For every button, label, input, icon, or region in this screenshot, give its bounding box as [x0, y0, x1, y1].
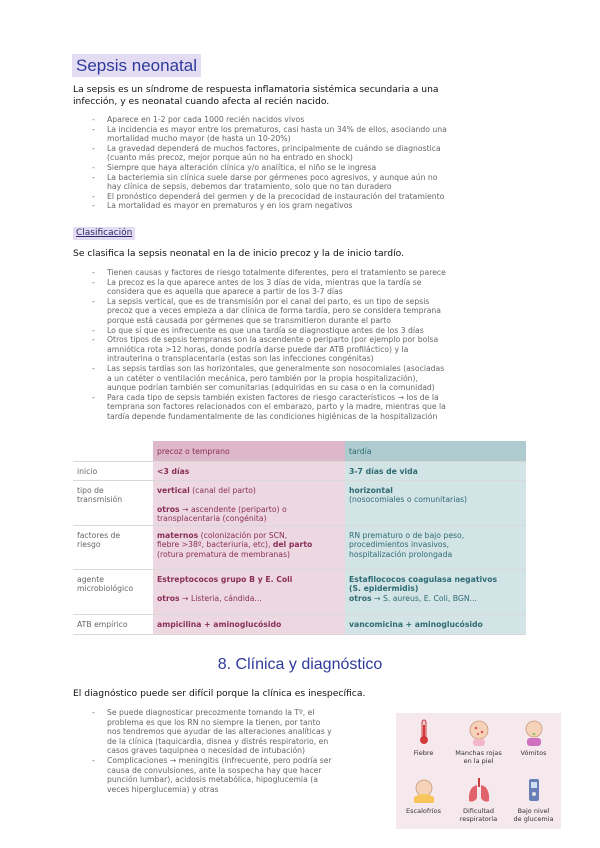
cell-line	[349, 550, 522, 560]
baby-vomit-icon	[519, 717, 549, 747]
symptom-label: de glucemia	[513, 815, 554, 823]
bullet-line: - Siempre que haya alteración clínica y/o analítica, el niño se le ingresa	[107, 162, 377, 172]
bullet-line: (cuanto más precoz, mejor porque aún no ha entrado en shock)	[107, 153, 353, 163]
classification-table	[73, 441, 526, 635]
table-cell-tardia	[345, 569, 526, 614]
symptom-vomiting	[506, 717, 561, 757]
cell-text: vertical	[157, 485, 190, 495]
cell-text: (S. epidermidis)	[349, 584, 419, 594]
cell-text: (colonización por SCN,	[198, 530, 288, 540]
thermometer-icon	[409, 717, 439, 747]
bullet-line: aunque podrían también ser comunitarias (adquiridas en su casa o en la comunidad)	[107, 383, 435, 393]
symptom-label: Dificultad	[462, 807, 495, 815]
cell-line	[157, 584, 341, 594]
bullet-list-general	[92, 115, 447, 211]
bullet-item	[92, 163, 447, 173]
bullet-line: - Se puede diagnosticar precozmente tomando la Tº, el	[107, 708, 315, 717]
table-cell-precoz	[153, 569, 345, 614]
symptom-label: Manchas rojas	[455, 749, 502, 757]
bullet-line: - Las sepsis tardías son las horizontales, que generalmente son nosocomiales (asociadas	[107, 363, 445, 373]
diagnosis-intro: El diagnóstico puede ser difícil porque la clínica es inespecífica.	[73, 688, 366, 699]
cell-line	[349, 467, 522, 477]
cell-text: transplacentaria (congénita)	[157, 514, 267, 524]
bullet-line: intrauterina o transplacentaria (estas son las infecciones congénitas)	[107, 354, 374, 364]
cell-line	[349, 575, 522, 585]
table-header-row	[73, 441, 526, 461]
cell-text: Estafilococos coagulasa negativos	[349, 574, 498, 584]
page-title: Sepsis neonatal	[72, 54, 201, 77]
bullet-line: amniótica rota >12 horas, donde podría darse puede dar ATB profiláctico) y la	[107, 344, 409, 354]
cell-line	[349, 495, 522, 505]
cell-line	[157, 575, 341, 585]
bullet-line: - Complicaciones → meningitis (infrecuente, pero podría ser	[107, 755, 332, 765]
bullet-line: tardía depende fundamentalmente de las condiciones higiénicas de la hospitalización	[107, 411, 438, 421]
table-row	[73, 480, 526, 525]
table-row-label	[73, 525, 153, 569]
cell-text: RN prematuro o de bajo peso,	[349, 530, 465, 540]
bullet-item	[92, 326, 446, 336]
cell-text: otros	[157, 593, 180, 603]
bullet-item	[92, 297, 446, 326]
cell-text: (canal del parto)	[189, 485, 256, 495]
bullet-item	[92, 201, 447, 211]
bullet-line: precoz que a veces empieza a dar clínica de forma tardía, pero se considera temprana	[107, 306, 442, 316]
cell-line: riesgo	[77, 540, 101, 550]
bullet-line: - La sepsis vertical, que es de transmisión por el canal del parto, es un tipo de sepsis	[107, 296, 430, 306]
bullet-item	[92, 192, 447, 202]
bullet-line: - La mortalidad es mayor en prematuros y en los gram negativos	[107, 201, 353, 211]
bullet-line: nos tendremos que ayudar de las alteraciones analíticas y	[107, 727, 332, 737]
cell-text: (nosocomiales o comunitarias)	[349, 495, 468, 505]
cell-line	[157, 505, 341, 515]
cell-text: 3-7 días de vida	[349, 466, 418, 476]
cell-line	[157, 514, 341, 524]
cell-text: Estreptococos grupo B y E. Coli	[157, 574, 293, 584]
cell-line	[349, 540, 522, 550]
bullet-line: problema es que los RN no siempre la tienen, por tanto	[107, 717, 321, 727]
glucometer-icon	[519, 775, 549, 805]
bullet-line: casos graves taquipnea o necesidad de intubación)	[107, 746, 306, 756]
table-cell-tardia	[345, 614, 526, 634]
table-row-label	[73, 614, 153, 634]
table-cell-precoz	[153, 461, 345, 480]
cell-line: tipo de	[77, 485, 104, 495]
bullet-line: porque está causada por gérmenes que se transmitieron durante el parto	[107, 315, 391, 325]
bullet-item	[92, 144, 447, 163]
bullet-item	[92, 268, 446, 278]
cell-text: horizontal	[349, 485, 393, 495]
bullet-line: - Aparece en 1-2 por cada 1000 recién nacidos vivos	[107, 115, 305, 124]
cell-line	[349, 486, 522, 496]
intro-line: La sepsis es un síndrome de respuesta inflamatoria sistémica secundaria a una	[73, 84, 439, 95]
bullet-line: - Tienen causas y factores de riesgo totalmente diferentes, pero el tratamiento se parece	[107, 268, 446, 277]
cell-line	[349, 531, 522, 541]
cell-text: otros	[157, 504, 180, 514]
symptom-chills	[396, 775, 451, 815]
cell-line: factores de	[77, 530, 121, 540]
lungs-icon	[464, 775, 494, 805]
table-header-cell: tardía	[345, 441, 526, 461]
baby-chills-icon	[409, 775, 439, 805]
table-cell-precoz	[153, 525, 345, 569]
bullet-line: a un catéter o ventilación mecánica, pero también por la propia hospitalización),	[107, 373, 419, 383]
table-cell-precoz	[153, 614, 345, 634]
bullet-list-classification	[92, 268, 446, 422]
bullet-item	[92, 708, 332, 756]
cell-line	[349, 584, 522, 594]
bullet-line: - La precoz es la que aparece antes de los 3 días de vida, mientras que la tardía se	[107, 277, 422, 287]
symptom-label: Fiebre	[413, 749, 434, 757]
table-row-label	[73, 569, 153, 614]
symptom-label: Bajo nivel	[517, 807, 550, 815]
cell-line: microbiológico	[77, 584, 134, 594]
cell-line: ATB empírico	[77, 619, 128, 629]
symptom-label: Escalofríos	[406, 807, 441, 815]
cell-line	[157, 620, 341, 630]
bullet-line: - Para cada tipo de sepsis también existen factores de riesgo característicos → los de la	[107, 392, 439, 402]
bullet-line: mortalidad mucho mayor (de hasta un 10-20%)	[107, 134, 291, 144]
bullet-line: - La bacteriemia sin clínica suele darse por gérmenes poco agresivos, y aunque aún no	[107, 172, 438, 182]
bullet-line: - La incidencia es mayor entre los prematuros, casi hasta un 34% de ellos, asociando una	[107, 124, 447, 134]
cell-text: fiebre >38º, bacteriuria, etc),	[157, 540, 273, 550]
cell-line: agente	[77, 574, 104, 584]
symptom-fever	[396, 717, 451, 757]
cell-line	[157, 550, 341, 560]
cell-line	[157, 467, 341, 477]
intro-line: infección, y es neonatal cuando afecta al recién nacido.	[73, 95, 330, 107]
bullet-line: hay clínica de sepsis, debemos dar tratamiento, solo que no tan duradero	[107, 182, 392, 192]
bullet-line: - El pronóstico dependerá del germen y de la precocidad de instauración del tratamiento	[107, 191, 445, 201]
bullet-item	[92, 393, 446, 422]
cell-text: del parto	[272, 540, 313, 550]
symptom-breathing	[451, 775, 506, 823]
cell-line	[157, 594, 341, 604]
cell-line	[349, 620, 522, 630]
table-header-cell	[73, 441, 153, 461]
bullet-item	[92, 756, 332, 794]
cell-text: hospitalización prolongada	[349, 549, 453, 559]
symptom-label: en la piel	[463, 757, 494, 765]
bullet-line: - Lo que sí que es infrecuente es que una tardía se diagnostique antes de los 3 días	[107, 325, 424, 335]
classification-intro: Se clasifica la sepsis neonatal en la de inicio precoz y la de inicio tardío.	[73, 248, 405, 259]
symptom-low-glucose	[506, 775, 561, 823]
cell-text: maternos	[157, 530, 199, 540]
cell-text: vancomicina + aminoglucósido	[349, 619, 483, 629]
cell-text: → S. aureus, E. Coli, BGN...	[371, 593, 477, 603]
bullet-line: - La gravedad dependerá de muchos factores, principalmente de cuándo se diagnostica	[107, 143, 441, 153]
table-cell-tardia	[345, 480, 526, 525]
bullet-item	[92, 335, 446, 364]
table-row	[73, 569, 526, 614]
bullet-item	[92, 364, 446, 393]
cell-text: procedimientos invasivos,	[349, 540, 450, 550]
table-row	[73, 614, 526, 634]
cell-line: transmisión	[77, 495, 123, 505]
bullet-item	[92, 115, 447, 125]
bullet-item	[92, 278, 446, 297]
bullet-item	[92, 173, 447, 192]
cell-line: inicio	[77, 466, 98, 476]
table-row-label	[73, 461, 153, 480]
cell-text: otros	[349, 593, 372, 603]
cell-line	[349, 594, 522, 604]
intro-paragraph	[73, 84, 439, 107]
cell-text: → ascendente (periparto) o	[179, 504, 287, 514]
cell-line	[157, 540, 341, 550]
cell-line	[157, 495, 341, 505]
subsection-title-classification: Clasificación	[73, 227, 135, 240]
cell-text: ampicilina + aminoglucósido	[157, 619, 282, 629]
baby-rash-icon	[464, 717, 494, 747]
bullet-line: temprana son factores relacionados con el embarazo, parto y la madre, mientras que la	[107, 402, 446, 412]
bullet-item	[92, 125, 447, 144]
cell-text: (rotura prematura de membranas)	[157, 549, 290, 559]
cell-line	[157, 531, 341, 541]
cell-text: <3 días	[157, 466, 190, 476]
bullet-line: - Otros tipos de sepsis tempranas son la ascendente o periparto (por ejemplo por bolsa	[107, 335, 439, 345]
table-header-cell: precoz o temprano	[153, 441, 345, 461]
table-cell-precoz	[153, 480, 345, 525]
symptoms-illustration	[396, 713, 561, 829]
table-row	[73, 461, 526, 480]
table-cell-tardia	[345, 461, 526, 480]
cell-line	[157, 486, 341, 496]
bullet-line: de la clínica (taquicardia, disnea y distrés respiratorio, en	[107, 736, 329, 746]
section-title: 8. Clínica y diagnóstico	[217, 656, 383, 673]
symptom-label: respiratoria	[459, 815, 498, 823]
bullet-line: veces hiperglucemia) y otras	[107, 784, 219, 794]
bullet-line: causa de convulsiones, ante la sospecha hay que hacer	[107, 765, 322, 775]
bullet-list-diagnosis	[92, 708, 332, 794]
table-cell-tardia	[345, 525, 526, 569]
bullet-line: punción lumbar), acidosis metabólica, hipoglucemia (a	[107, 775, 318, 785]
cell-text: → Listeria, cándida...	[179, 593, 262, 603]
bullet-line: considera que es aquella que aparece a partir de los 3-7 días	[107, 287, 343, 297]
symptom-rash	[451, 717, 506, 765]
table-row	[73, 525, 526, 569]
table-row-label	[73, 480, 153, 525]
symptom-label: Vómitos	[520, 749, 547, 757]
